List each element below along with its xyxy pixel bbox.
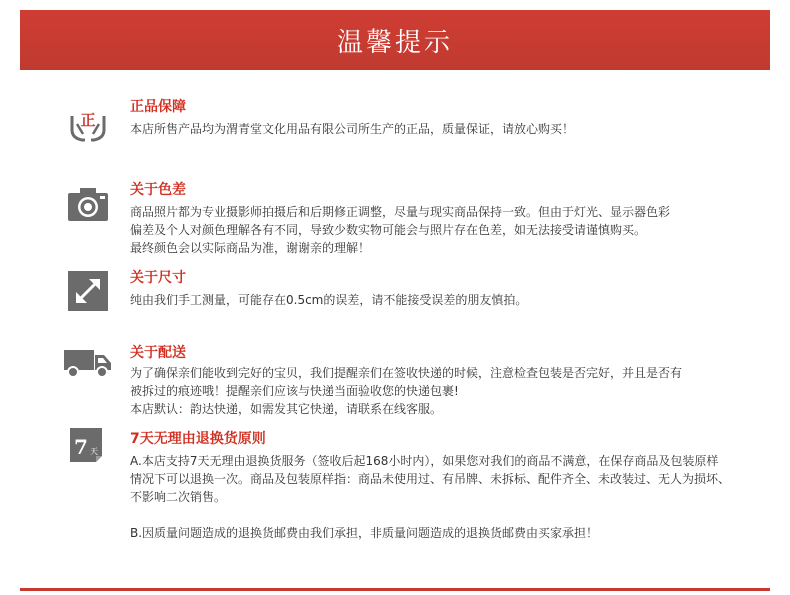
delivery-truck-icon [62, 340, 114, 384]
body-line: 偏差及个人对颜色理解各有不同，导致少数实物可能会与照片存在色差，如无法接受请谨慎购买。 [130, 223, 647, 237]
section-body [130, 291, 755, 309]
banner-title: 温馨提示 [336, 27, 453, 58]
section-heading: 关于配送 [130, 345, 186, 361]
genuine-hands-icon [66, 102, 110, 146]
section-heading: 关于色差 [130, 182, 186, 198]
section-body [130, 203, 755, 257]
title-banner [20, 10, 770, 70]
body-line: 本店默认：韵达快递，如需发其它快递，请联系在线客服。 [130, 402, 443, 416]
body-line: 不影响二次销售。 [130, 490, 227, 504]
seven-day-calendar-icon [66, 422, 110, 466]
bottom-divider [20, 588, 770, 591]
body-line: 为了确保亲们能收到完好的宝贝，我们提醒亲们在签收快递的时候，注意检查包装是否完好，并且是否有 [130, 366, 683, 380]
section-body [130, 364, 755, 418]
camera-icon [66, 183, 110, 227]
section-body [130, 452, 755, 542]
body-line: A.本店支持7天无理由退换货服务（签收后起168小时内），如果您对我们的商品不满意，在保存商品及包装原样 [130, 454, 719, 468]
section-heading: 7天无理由退换货原则 [130, 431, 266, 447]
body-line: 被拆过的痕迹哦！提醒亲们应该与快递当面验收您的快递包裹! [130, 384, 459, 398]
section-heading: 关于尺寸 [130, 270, 186, 286]
body-line: 纯由我们手工测量，可能存在0.5cm的误差，请不能接受误差的朋友慎拍。 [130, 293, 528, 307]
blank-line [130, 506, 755, 524]
svg-text:正: 正 [80, 111, 96, 129]
section-heading: 正品保障 [130, 99, 186, 115]
section-body [130, 120, 755, 138]
body-line: B.因质量问题造成的退换货邮费由我们承担，非质量问题造成的退换货邮费由买家承担！ [130, 526, 599, 540]
body-line: 商品照片都为专业摄影师拍摄后和后期修正调整，尽量与现实商品保持一致。但由于灯光、显示器色彩 [130, 205, 671, 219]
body-line: 本店所售产品均为渭青堂文化用品有限公司所生产的正品，质量保证，请放心购买！ [130, 122, 575, 136]
resize-arrow-icon [66, 269, 110, 313]
body-line: 情况下可以退换一次。商品及包装原样指：商品未使用过、有吊牌、未拆标、配件齐全、未改装过、无人为损坏、 [130, 472, 731, 486]
svg-text:天: 天 [90, 447, 98, 456]
body-line: 最终颜色会以实际商品为准，谢谢亲的理解！ [130, 241, 371, 255]
svg-text:7: 7 [74, 435, 88, 459]
